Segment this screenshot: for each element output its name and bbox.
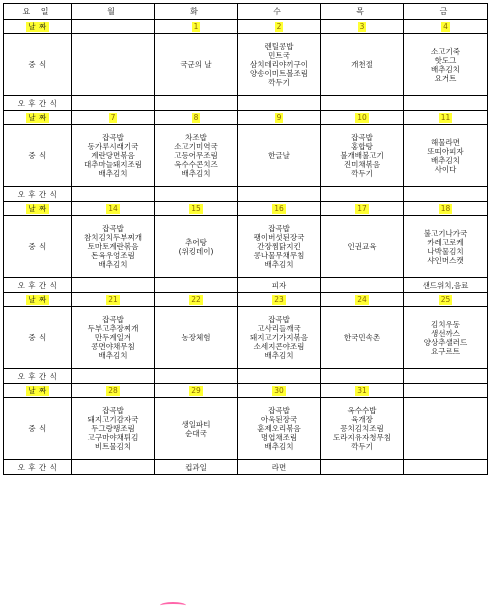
weekday-header-tue: 화: [155, 4, 238, 20]
lunch-menu-fri: 소고기죽 핫도그 배추김치 요거트: [404, 34, 488, 96]
date-cell-thu: [321, 20, 404, 34]
day-number: 7: [110, 112, 116, 122]
snack-cell-thu: [321, 369, 404, 384]
date-row: [4, 202, 488, 216]
day-number: 28: [108, 385, 118, 395]
lunch-row: [4, 398, 488, 460]
lunch-menu-tue: 생일파티 순대국: [155, 398, 238, 460]
lunch-menu-thu: 인권교육: [321, 216, 404, 278]
date-cell-wed: [238, 293, 321, 307]
lunch-menu-tue: 차조밥 소고기미역국 고등어무조림 옥수수콘치즈 배추김치: [155, 125, 238, 187]
lunch-menu-mon: 잡곡밥 두부고추장찌개 만두계일겨 콩면야채무침 배추김치: [72, 307, 155, 369]
date-cell-wed: [238, 111, 321, 125]
snack-cell-wed: [238, 187, 321, 202]
weekday-header-mon: 월: [72, 4, 155, 20]
date-row: [4, 293, 488, 307]
day-number: 3: [359, 21, 365, 31]
snack-cell-fri: [404, 187, 488, 202]
lunch-menu-mon: [72, 34, 155, 96]
date-cell-thu: [321, 202, 404, 216]
lunch-menu-fri: 해물라면 또띠아피자 배추김치 사이다: [404, 125, 488, 187]
date-label-highlight: 날 짜: [28, 294, 47, 304]
snack-cell-thu: [321, 96, 404, 111]
snack-row: [4, 96, 488, 111]
day-number: 10: [357, 112, 367, 122]
lunch-menu-wed: 렌틸콩밥 민트국 삼치데리야끼구이 양송이미트볼조림 깍두기: [238, 34, 321, 96]
lunch-menu-mon: 잡곡밥 돼지고기감자국 두그랑땡조림 고구마야채튀김 비트물김치: [72, 398, 155, 460]
date-cell-tue: [155, 384, 238, 398]
lunch-menu-mon: 잡곡밥 동가루시래기국 계란당면볶음 대추마늘돼지조림 배추김치: [72, 125, 155, 187]
lunch-row: [4, 125, 488, 187]
date-row-label: [4, 20, 72, 34]
day-number: 4: [443, 21, 448, 31]
lunch-menu-tue: 농장체험: [155, 307, 238, 369]
day-number: 29: [191, 385, 201, 395]
snack-cell-tue: 컵과일: [155, 460, 238, 475]
weekday-header-thu: 목: [321, 4, 404, 20]
lunch-row: [4, 216, 488, 278]
menu-table-body: [4, 4, 488, 475]
lunch-menu-fri: [404, 398, 488, 460]
date-cell-tue: [155, 111, 238, 125]
snack-cell-tue: [155, 369, 238, 384]
menu-table: [3, 3, 488, 475]
date-cell-mon: [72, 111, 155, 125]
day-number: 9: [276, 112, 282, 122]
snack-cell-wed: [238, 96, 321, 111]
date-cell-fri: [404, 384, 488, 398]
snack-row: [4, 278, 488, 293]
lunch-menu-thu: 한국민속촌: [321, 307, 404, 369]
snack-row-label: 오 후 간 식: [4, 460, 72, 475]
lunch-menu-wed: 잡곡밥 고사리들깨국 돼지고기가지볶음 소세지콘야조림 배추김치: [238, 307, 321, 369]
snack-cell-fri: 샌드위치,음료: [404, 278, 488, 293]
date-row-label: [4, 202, 72, 216]
lunch-menu-thu: 옥수수밥 육개장 꽁치김치조림 도라지유자청무침 깍두기: [321, 398, 404, 460]
date-cell-tue: [155, 202, 238, 216]
snack-row: [4, 460, 488, 475]
lunch-row-label: 중 식: [4, 125, 72, 187]
snack-cell-fri: [404, 460, 488, 475]
day-number: 1: [193, 21, 199, 31]
lunch-row-label: 중 식: [4, 398, 72, 460]
date-row: [4, 111, 488, 125]
snack-row-label: 오 후 간 식: [4, 187, 72, 202]
day-number: 8: [193, 112, 199, 122]
lunch-menu-wed: 잡곡밥 아욱된장국 훈제오리볶음 명엽채조림 배추김치: [238, 398, 321, 460]
date-cell-thu: [321, 293, 404, 307]
date-cell-thu: [321, 384, 404, 398]
snack-row-label: 오 후 간 식: [4, 278, 72, 293]
snack-cell-mon: [72, 278, 155, 293]
day-number: 15: [191, 203, 201, 213]
date-cell-fri: [404, 20, 488, 34]
lunch-menu-fri: 불고기나가국 카레고로케 나박물김치 샤인머스캣: [404, 216, 488, 278]
day-number: 16: [274, 203, 284, 213]
snack-cell-wed: [238, 369, 321, 384]
snack-cell-tue: [155, 278, 238, 293]
day-number: 24: [357, 294, 367, 304]
school-lunch-menu-sheet: [3, 3, 487, 475]
date-label-highlight: 날 짜: [28, 385, 47, 395]
lunch-menu-wed: 잡곡밥 팽이버섯된장국 간장찜닭지킨 콩나물무채무침 배추김치: [238, 216, 321, 278]
snack-row: [4, 187, 488, 202]
date-cell-thu: [321, 111, 404, 125]
lunch-menu-wed: 한글날: [238, 125, 321, 187]
lunch-menu-mon: 잡곡밥 참치김치두부찌개 토마토계란볶음 돈육우엉조림 배추김치: [72, 216, 155, 278]
snack-cell-fri: [404, 96, 488, 111]
date-label-highlight: 날 짜: [28, 112, 47, 122]
date-cell-wed: [238, 202, 321, 216]
date-cell-mon: [72, 20, 155, 34]
snack-cell-thu: [321, 460, 404, 475]
date-row-label: [4, 293, 72, 307]
snack-row: [4, 369, 488, 384]
snack-cell-thu: [321, 278, 404, 293]
snack-cell-wed: 라면: [238, 460, 321, 475]
day-number: 17: [357, 203, 367, 213]
lunch-menu-thu: 개천절: [321, 34, 404, 96]
lunch-menu-tue: 국군의 날: [155, 34, 238, 96]
day-number: 11: [440, 112, 451, 122]
snack-cell-tue: [155, 187, 238, 202]
day-number: 25: [440, 294, 451, 304]
date-row: [4, 384, 488, 398]
day-number: 2: [276, 21, 282, 31]
day-number: 23: [274, 294, 284, 304]
lunch-menu-thu: 잡곡밥 홍합탕 불개배불고기 진미채볶음 깍두기: [321, 125, 404, 187]
date-cell-wed: [238, 20, 321, 34]
date-cell-mon: [72, 202, 155, 216]
date-cell-mon: [72, 384, 155, 398]
date-row-label: [4, 111, 72, 125]
lunch-menu-fri: 김치우동 생선까스 양상추샐러드 요구르트: [404, 307, 488, 369]
date-cell-wed: [238, 384, 321, 398]
date-cell-fri: [404, 111, 488, 125]
day-number: 18: [440, 203, 451, 213]
date-row-label: [4, 384, 72, 398]
date-label-highlight: 날 짜: [28, 203, 47, 213]
lunch-row-label: 중 식: [4, 307, 72, 369]
date-cell-fri: [404, 293, 488, 307]
day-number: 31: [357, 385, 367, 395]
date-label-highlight: 날 짜: [28, 21, 47, 31]
lunch-row-label: 중 식: [4, 34, 72, 96]
snack-cell-mon: [72, 460, 155, 475]
snack-cell-mon: [72, 187, 155, 202]
snack-cell-thu: [321, 187, 404, 202]
snack-cell-wed: 피자: [238, 278, 321, 293]
lunch-row-label: 중 식: [4, 216, 72, 278]
day-number: 22: [191, 294, 201, 304]
weekday-header-fri: 금: [404, 4, 488, 20]
date-row: [4, 20, 488, 34]
date-cell-fri: [404, 202, 488, 216]
snack-cell-mon: [72, 96, 155, 111]
weekday-label-header: 요 일: [4, 4, 72, 20]
day-number: 21: [108, 294, 118, 304]
date-cell-mon: [72, 293, 155, 307]
day-number: 14: [108, 203, 118, 213]
lunch-menu-tue: 추어탕 (위킹데이): [155, 216, 238, 278]
snack-cell-mon: [72, 369, 155, 384]
snack-row-label: 오 후 간 식: [4, 96, 72, 111]
snack-cell-fri: [404, 369, 488, 384]
weekday-header-row: [4, 4, 488, 20]
snack-cell-tue: [155, 96, 238, 111]
day-number: 30: [274, 385, 284, 395]
weekday-header-wed: 수: [238, 4, 321, 20]
lunch-row: [4, 307, 488, 369]
date-cell-tue: [155, 20, 238, 34]
date-cell-tue: [155, 293, 238, 307]
snack-row-label: 오 후 간 식: [4, 369, 72, 384]
lunch-row: [4, 34, 488, 96]
